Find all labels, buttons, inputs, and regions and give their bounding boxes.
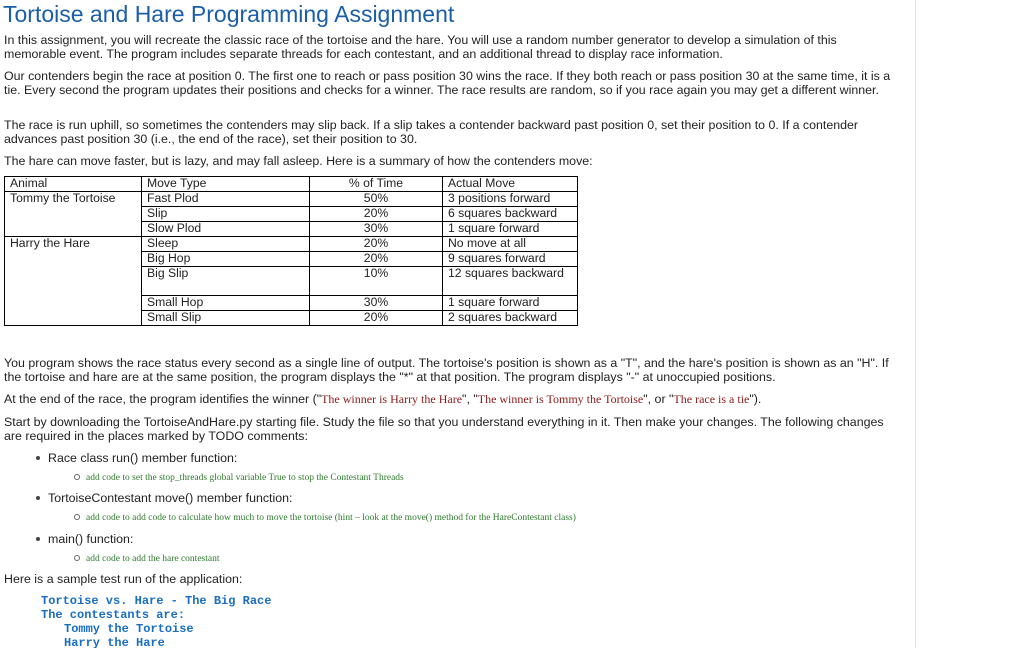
todo-subitem-text: add code to set the stop_threads global variable True to stop the Contestant Threads <box>86 473 404 483</box>
end-paragraph <box>4 393 899 407</box>
todo-item-main <box>36 532 133 546</box>
table-cell-animal <box>5 267 142 296</box>
summary-paragraph: The hare can move faster, but is lazy, and may fall asleep. Here is a summary of how the contenders move: <box>4 154 593 168</box>
table-row <box>5 222 578 237</box>
moves-table <box>4 176 578 326</box>
uphill-paragraph: The race is run uphill, so sometimes the contenders may slip back. If a slip takes a contender backward past position 0, set their position to 0. If a contender advances past position 30 (i.e., the end of the race), set their position to 30. <box>4 118 859 146</box>
table-row <box>5 237 578 252</box>
table-cell-animal <box>5 252 142 267</box>
page-title: Tortoise and Hare Programming Assignment <box>3 1 455 27</box>
table-cell-actual: 1 square forward <box>443 296 578 311</box>
table-cell-move: Big Hop <box>142 252 310 267</box>
end-sep2: ", or " <box>643 392 674 406</box>
table-cell-animal: Tommy the Tortoise <box>5 192 142 207</box>
table-cell-animal: Harry the Hare <box>5 237 142 252</box>
page-edge-divider <box>915 0 916 648</box>
sample-output-line: The contestants are: <box>41 608 186 622</box>
table-cell-move: Fast Plod <box>142 192 310 207</box>
end-suffix: "). <box>749 392 762 406</box>
table-row <box>5 192 578 207</box>
table-row <box>5 296 578 311</box>
circle-bullet-icon <box>74 514 80 520</box>
table-cell-actual: No move at all <box>443 237 578 252</box>
table-cell-move: Small Hop <box>142 296 310 311</box>
sample-output-line: Harry the Hare <box>64 636 165 648</box>
table-cell-actual: 2 squares backward <box>443 311 578 326</box>
header-move-type: Move Type <box>142 177 310 192</box>
table-cell-actual: 1 square forward <box>443 222 578 237</box>
intro-paragraph: In this assignment, you will recreate the classic race of the tortoise and the hare. You will use a random number generator to develop a simulation of this memorable event. The program includes separate threads for each contestant, and an additional thread to display race information. <box>4 33 837 61</box>
todo-label: main() function: <box>48 532 134 546</box>
table-cell-actual: 6 squares backward <box>443 207 578 222</box>
todo-subitem <box>74 473 404 483</box>
todo-label: TortoiseContestant move() member function: <box>48 491 293 505</box>
circle-bullet-icon <box>74 555 80 561</box>
table-cell-move: Sleep <box>142 237 310 252</box>
table-cell-actual: 9 squares forward <box>443 252 578 267</box>
table-cell-actual: 12 squares backward <box>443 267 578 296</box>
todo-label: Race class run() member function: <box>48 451 238 465</box>
start-paragraph: Start by downloading the TortoiseAndHare.py starting file. Study the file so that you understand everything in it. Then make your changes. The following changes are required in the places marked by TODO comments: <box>4 415 884 443</box>
table-cell-animal <box>5 311 142 326</box>
table-cell-time: 10% <box>310 267 443 296</box>
header-percent-time: % of Time <box>310 177 443 192</box>
sample-output-line: Tommy the Tortoise <box>64 622 194 636</box>
table-cell-move: Small Slip <box>142 311 310 326</box>
table-cell-move: Slip <box>142 207 310 222</box>
table-cell-move: Big Slip <box>142 267 310 296</box>
todo-subitem <box>74 513 576 523</box>
end-prefix: At the end of the race, the program identifies the winner (" <box>4 392 322 406</box>
table-cell-time: 30% <box>310 222 443 237</box>
table-cell-time: 20% <box>310 252 443 267</box>
sample-output-line: Tortoise vs. Hare - The Big Race <box>41 594 272 608</box>
bullet-icon <box>36 456 40 460</box>
table-cell-animal <box>5 207 142 222</box>
table-row <box>5 267 578 296</box>
todo-subitem <box>74 554 219 564</box>
table-cell-animal <box>5 222 142 237</box>
table-row <box>5 311 578 326</box>
header-actual-move: Actual Move <box>443 177 578 192</box>
table-cell-actual: 3 positions forward <box>443 192 578 207</box>
circle-bullet-icon <box>74 474 80 480</box>
table-row <box>5 252 578 267</box>
table-cell-animal <box>5 296 142 311</box>
tie-text: The race is a tie <box>673 392 750 406</box>
winner-tortoise-text: The winner is Tommy the Tortoise <box>477 392 644 406</box>
table-cell-time: 50% <box>310 192 443 207</box>
bullet-icon <box>36 537 40 541</box>
todo-item-tortoise-move <box>36 491 292 505</box>
table-row <box>5 207 578 222</box>
end-sep1: ", " <box>462 392 478 406</box>
table-cell-time: 20% <box>310 237 443 252</box>
status-paragraph: You program shows the race status every second as a single line of output. The tortoise's position is shown as a "T", and the hare's position is shown as an "H". If the tortoise and hare are at the same position, the program displays the "*" at that position. The program displays "-" at unoccupied positions. <box>4 356 889 384</box>
bullet-icon <box>36 496 40 500</box>
contenders-paragraph: Our contenders begin the race at position 0. The first one to reach or pass position 30 wins the race. If they both reach or pass position 30 at the same time, it is a tie. Every second the program updates their positions and checks for a winner. The race results are random, so if you race again you may get a different winner. <box>4 69 891 97</box>
winner-hare-text: The winner is Harry the Hare <box>321 392 463 406</box>
todo-item-race-run <box>36 451 237 465</box>
table-header-row <box>5 177 578 192</box>
table-cell-time: 20% <box>310 311 443 326</box>
table-cell-move: Slow Plod <box>142 222 310 237</box>
table-cell-time: 30% <box>310 296 443 311</box>
header-animal: Animal <box>5 177 142 192</box>
sample-intro: Here is a sample test run of the application: <box>4 572 243 586</box>
todo-subitem-text: add code to add the hare contestant <box>86 554 220 564</box>
table-cell-time: 20% <box>310 207 443 222</box>
todo-subitem-text: add code to add code to calculate how much to move the tortoise (hint – look at the move() method for the HareContestant class) <box>86 513 576 523</box>
